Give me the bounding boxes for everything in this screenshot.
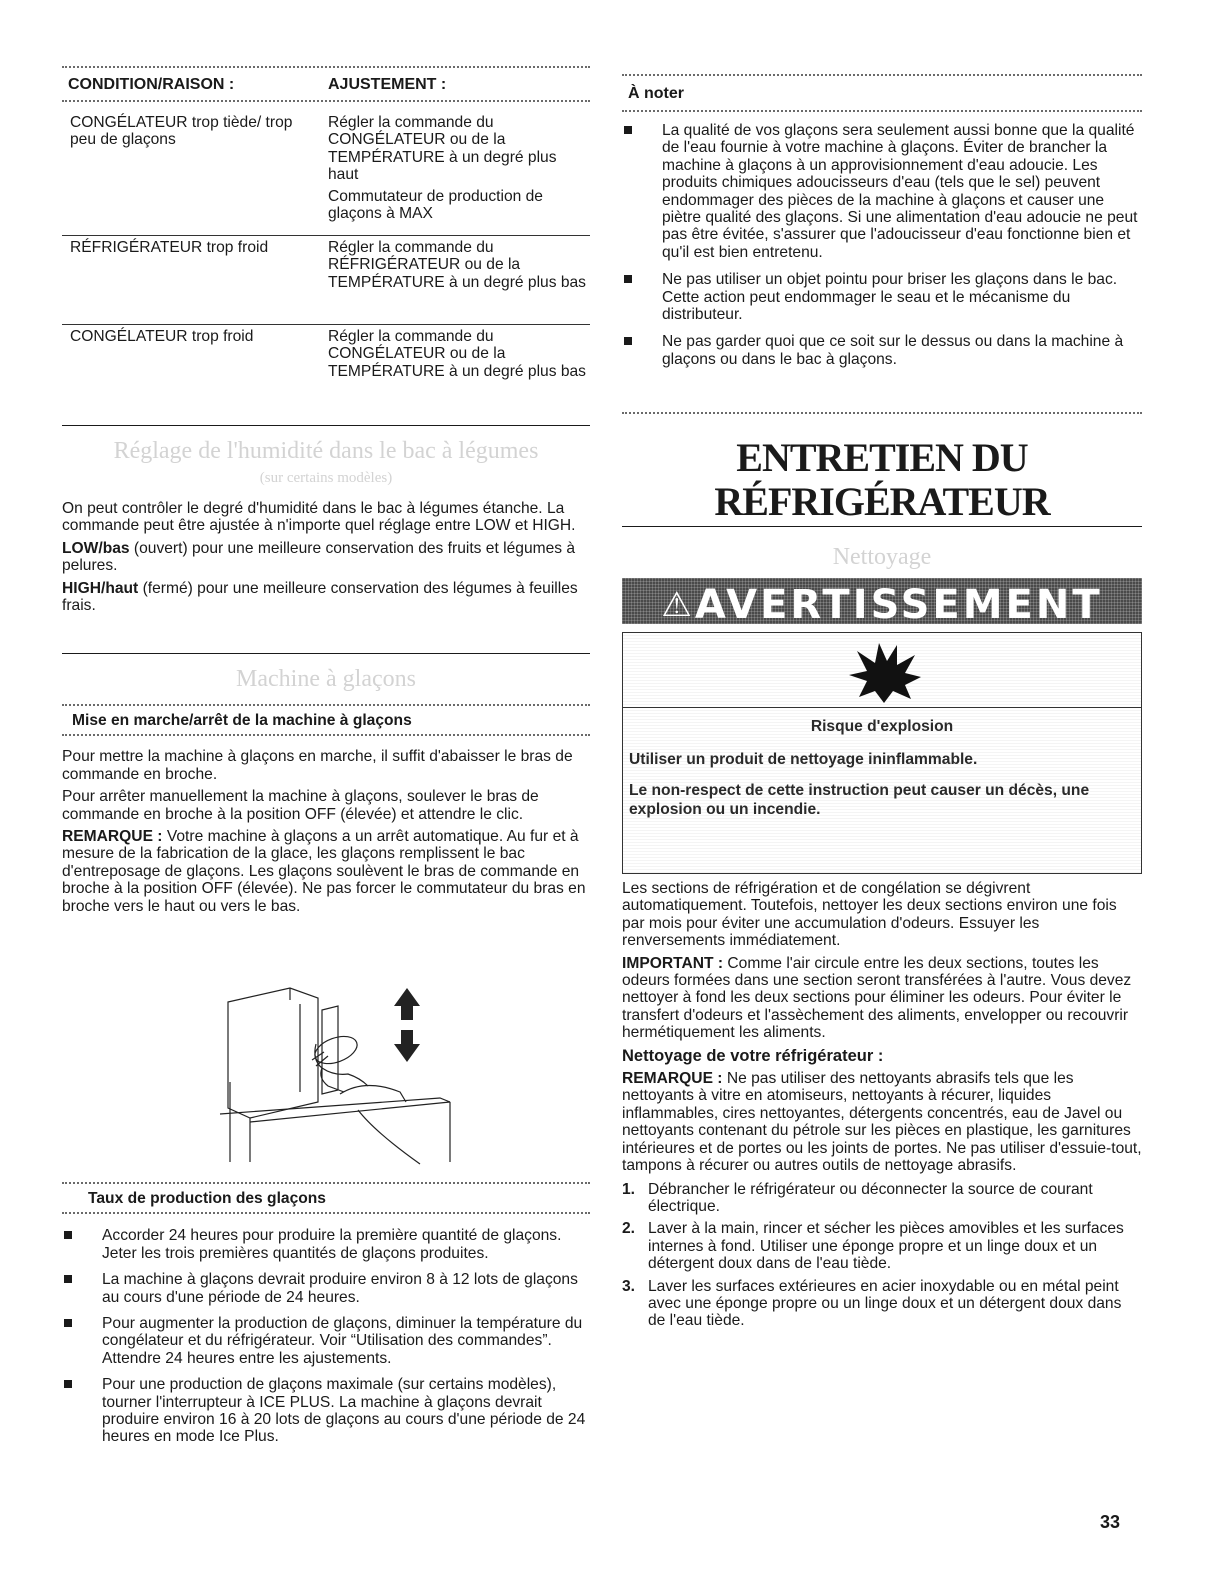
section-rule (622, 526, 1142, 527)
list-item: 2. Laver à la main, rincer et sécher les pièces amovibles et les surfaces internes à fond. Utiliser une éponge propre et un linge doux et un détergent doux dans de l'eau tiède. (622, 1220, 1124, 1273)
row-condition: CONGÉLATEUR trop froid (70, 328, 254, 345)
humidity-low (62, 540, 590, 575)
table-header (62, 66, 590, 96)
subhead-rule (62, 1182, 590, 1184)
list-item: Ne pas utiliser un objet pointu pour briser les glaçons dans le bac. Cette action peut endommager le seau et le mécanisme du distributeur. (622, 271, 1142, 323)
page-number: 33 (1100, 1512, 1121, 1532)
important-text: Comme l'air circule entre les deux sections, toutes les odeurs formées dans une section seront transférées à l'autre. Vous devez nettoyer à fond les deux sections pour éliminer les odeurs. Pour éviter le transfert d'odeurs et l'assèchement des aliments, envelopper ou recouvrir hermétiquement les aliments. (622, 954, 1132, 1042)
row-adjustment-extra: Commutateur de production de glaçons à MAX (328, 188, 543, 223)
maintenance-p1: Les sections de réfrigération et de congélation se dégivrent automatiquement. Toutefois, nettoyer les deux sections environ une fois par mois pour éviter une accumulation d'odeurs. Essuyer les renversements immédiatement. (622, 880, 1117, 950)
humidity-intro: On peut contrôler le degré d'humidité dans le bac à légumes étanche. La commande peut être ajustée à n'importe quel réglage entre LOW et HIGH. (62, 500, 576, 535)
icemaker-subhead: Mise en marche/arrêt de la machine à glaçons (72, 712, 412, 729)
maintenance-remark (622, 1070, 1142, 1174)
remark-text: Ne pas utiliser des nettoyants abrasifs tels que les nettoyants à vitre en atomiseurs, nettoyants à récurer, liquides inflammables, cires nettoyantes, détergents concentrés, eau de Javel ou nettoyants contenant du pétrole sur les pièces en plastique, les garnitures intérieures et de portes ou les joints de portes. Ne pas utiliser d'essuie-tout, tampons à récurer ou autres outils de nettoyage abrasifs. (622, 1070, 1142, 1175)
remark-text: Votre machine à glaçons a un arrêt automatique. Au fur et à mesure de la fabrication de la glace, les glaçons remplissent le bac d'entreposage de glaçons. Les glaçons soulèvent le bras de commande en broche à la position OFF (élevée). Ne pas forcer le commutateur du bras en broche vers le haut ou vers le bas. (62, 828, 586, 915)
high-text: (fermé) pour une meilleure conservation des légumes à feuilles frais. (62, 579, 578, 615)
list-item: 1. Débrancher le réfrigérateur ou déconnecter la source de courant électrique. (622, 1180, 1093, 1215)
icemaker-p2: Pour arrêter manuellement la machine à glaçons, soulever le bras de commande en broche à la position OFF (élevée) et attendre le clic. (62, 788, 539, 823)
low-label: LOW/bas (62, 539, 130, 557)
table-row (62, 236, 590, 324)
remark-label: REMARQUE : (622, 1070, 723, 1088)
list-item: La machine à glaçons devrait produire environ 8 à 12 lots de glaçons au cours d'une période de 24 heures. (62, 1271, 590, 1306)
bullet-icon (64, 1231, 72, 1239)
humidity-section (62, 436, 590, 614)
bullet-icon (624, 275, 632, 283)
maintenance-body (622, 880, 1142, 1330)
high-label: HIGH/haut (62, 579, 139, 597)
warning-line-2: Le non-respect de cette instruction peut causer un décès, une explosion ou un incendie. (629, 782, 1090, 818)
row-condition: CONGÉLATEUR trop tiède/ trop peu de glaçons (70, 114, 293, 149)
cleaning-title: Nettoyage (832, 544, 932, 570)
warning-hazard: Risque d'explosion (810, 718, 954, 735)
humidity-title: Réglage de l'humidité dans le bac à légumes (113, 438, 539, 464)
icemaker-section (62, 664, 590, 915)
warning-triangle-icon: ⚠ (661, 585, 695, 625)
humidity-subtitle: (sur certains modèles) (259, 470, 393, 486)
rate-subhead: Taux de production des glaçons (88, 1190, 326, 1207)
bullet-icon (64, 1380, 72, 1388)
row-condition: RÉFRIGÉRATEUR trop froid (70, 239, 269, 256)
section-rule (62, 653, 590, 654)
list-item: Pour une production de glaçons maximale (sur certains modèles), tourner l'interrupteur à ICE PLUS. La machine à glaçons devrait produire environ 16 à 20 lots de glaçons au cours d'une période de 24 heures en mode Ice Plus. (62, 1376, 590, 1446)
warning-line-1: Utiliser un produit de nettoyage ininflammable. (629, 751, 978, 768)
maintenance-title (622, 436, 1142, 524)
bullet-icon (64, 1275, 72, 1283)
subhead-rule (62, 1212, 590, 1214)
icemaker-title: Machine à glaçons (236, 666, 416, 692)
troubleshooting-table (62, 66, 590, 405)
bullet-icon (624, 126, 632, 134)
warning-body (622, 632, 1142, 874)
bullet-icon (64, 1319, 72, 1327)
cleaning-steps (622, 1181, 1142, 1330)
title-line-1: ENTRETIEN DU (736, 435, 1028, 480)
icemaker-arm-illustration (210, 982, 490, 1172)
note-title: À noter (628, 85, 684, 102)
low-text: (ouvert) pour une meilleure conservation des fruits et légumes à pelures. (62, 539, 576, 575)
rate-bullets (62, 1227, 590, 1445)
title-line-2: RÉFRIGÉRATEUR (714, 479, 1050, 524)
row-adjustment: Régler la commande du CONGÉLATEUR ou de la TEMPÉRATURE à un degré plus bas (328, 328, 586, 380)
warning-band (622, 578, 1142, 628)
header-condition: CONDITION/RAISON : (68, 76, 235, 93)
cleaning-subhead: Nettoyage de votre réfrigérateur : (622, 1046, 884, 1065)
explosion-icon (845, 641, 923, 705)
rate-section (62, 1182, 590, 1446)
humidity-high (62, 580, 590, 615)
header-adjustment: AJUSTEMENT : (328, 76, 447, 93)
list-item: Pour augmenter la production de glaçons, diminuer la température du congélateur et du réfrigérateur. Voir “Utilisation des commandes”. Attendre 24 heures entre les ajustements. (62, 1315, 590, 1367)
important-label: IMPORTANT : (622, 954, 724, 972)
note-top-rule (622, 74, 1142, 76)
remark-label: REMARQUE : (62, 828, 163, 846)
section-rule (62, 425, 590, 426)
row-adjustment: Régler la commande du CONGÉLATEUR ou de la TEMPÉRATURE à un degré plus haut (328, 114, 557, 184)
warning-divider (623, 707, 1141, 708)
list-item: Accorder 24 heures pour produire la première quantité de glaçons. Jeter les trois premières quantités de glaçons produites. (62, 1227, 590, 1262)
table-row (62, 102, 590, 235)
icemaker-p1: Pour mettre la machine à glaçons en marche, il suffit d'abaisser le bras de commande en broche. (62, 748, 573, 783)
note-bottom-rule (622, 412, 1142, 414)
subhead-rule (62, 704, 590, 706)
note-title-rule (622, 110, 1142, 112)
bullet-icon (624, 337, 632, 345)
list-item: La qualité de vos glaçons sera seulement aussi bonne que la qualité de l'eau fournie à votre machine à glaçons. Éviter de brancher la machine à glaçons à un approvisionnement d'eau adoucie. Les produits chimiques adoucisseurs d'eau (tels que le sel) peuvent endommager des pièces de la machine à glaçons et causer une piètre qualité des glaçons. Si une alimentation d'eau adoucie ne peut pas être évitée, s'assurer que l'adoucisseur d'eau fonctionne bien et qu'il est bien entretenu. (622, 122, 1142, 261)
warning-title: ⚠AVERTISSEMENT (661, 582, 1103, 628)
maintenance-important (622, 955, 1142, 1042)
list-item: 3. Laver les surfaces extérieures en acier inoxydable ou en métal peint avec une éponge propre ou un linge doux et un détergent doux dans de l'eau tiède. (622, 1277, 1122, 1330)
icemaker-remark (62, 828, 590, 915)
list-item: Ne pas garder quoi que ce soit sur le dessus ou dans la machine à glaçons ou dans le bac à glaçons. (622, 333, 1142, 368)
table-row (62, 325, 590, 405)
warning-box (622, 578, 1142, 872)
row-adjustment: Régler la commande du RÉFRIGÉRATEUR ou de la TEMPÉRATURE à un degré plus bas (328, 239, 586, 291)
note-bullets (622, 122, 1142, 368)
subhead-rule (62, 734, 590, 736)
